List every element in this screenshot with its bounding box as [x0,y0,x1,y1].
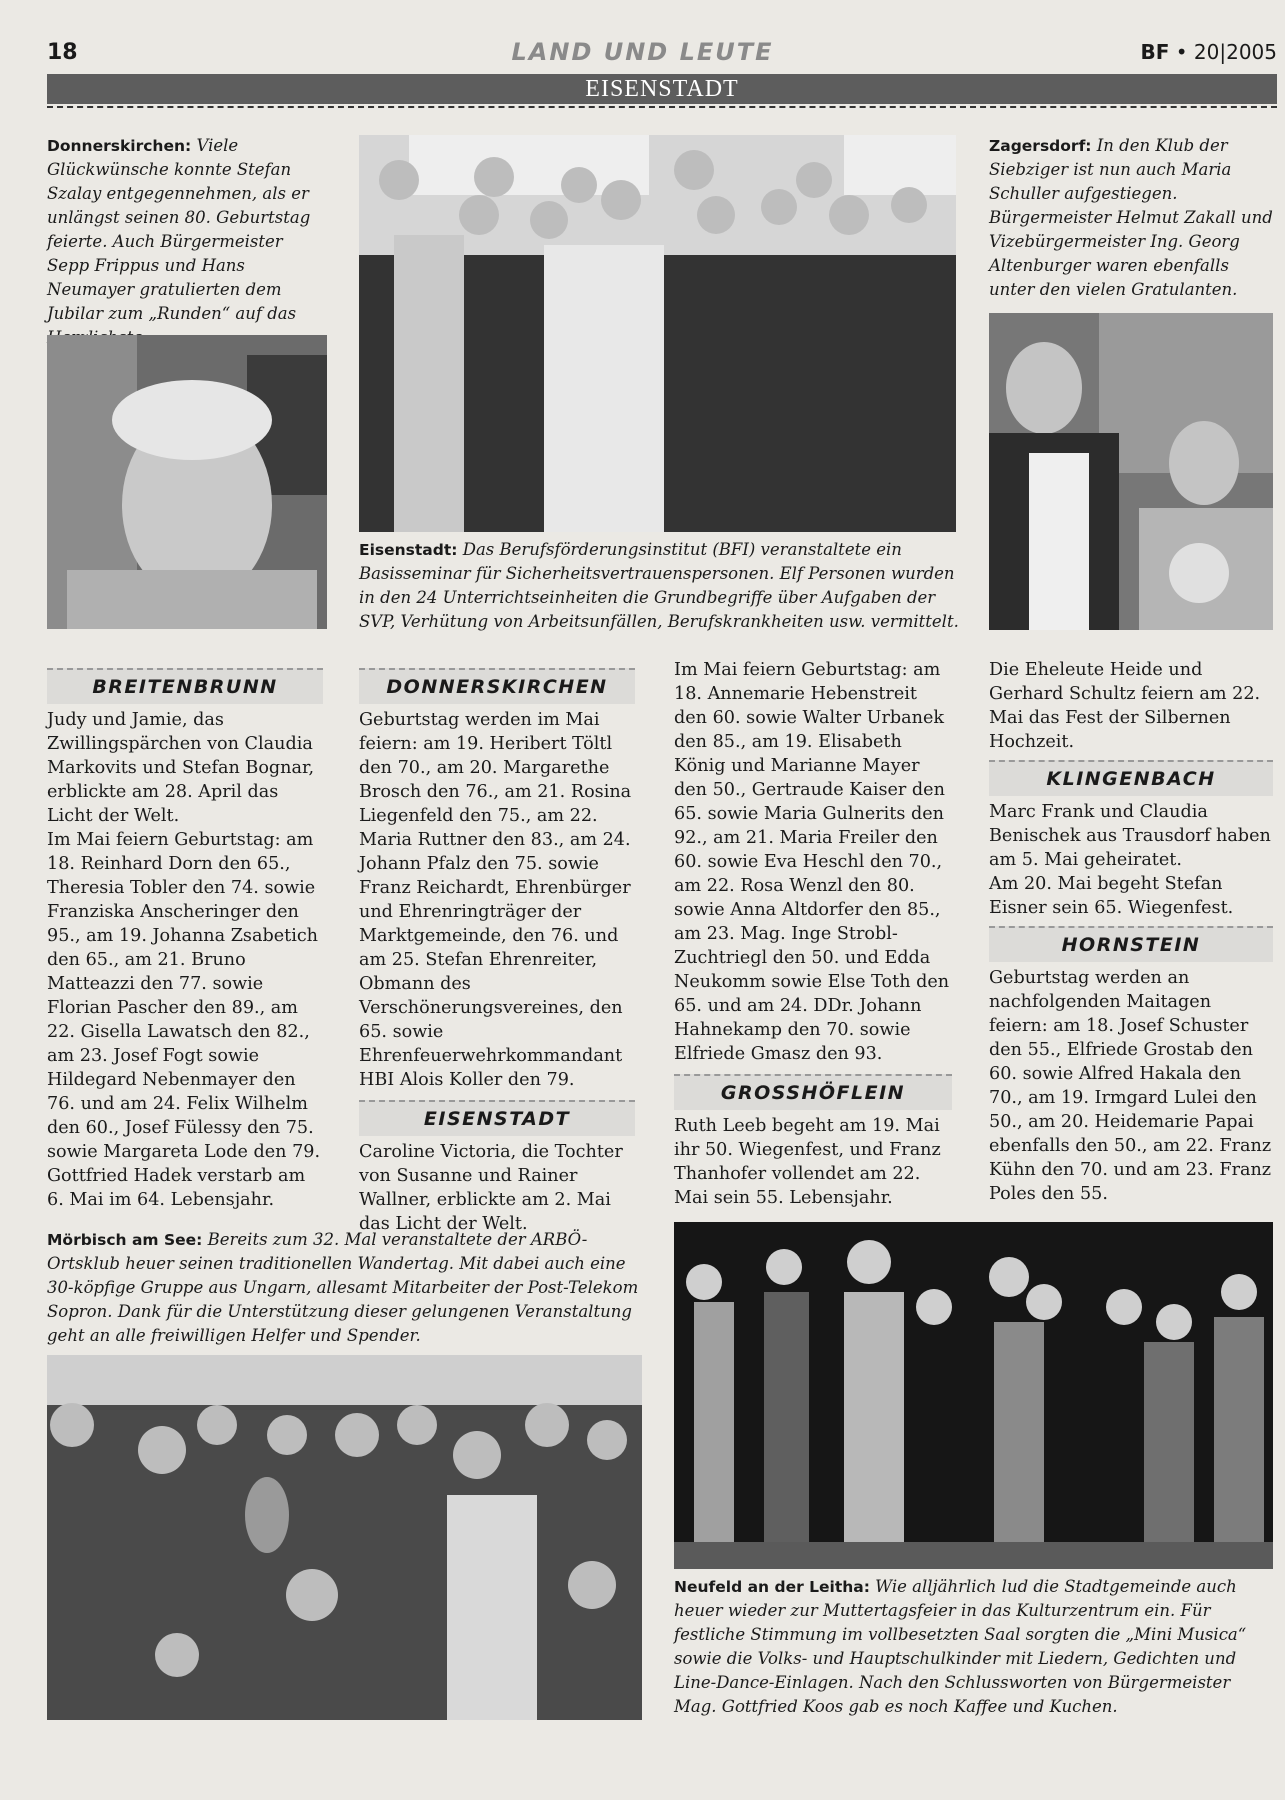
portrait-illustration [47,335,327,629]
photo-maria-schuller [989,313,1273,630]
photo-muttertagsfeier [674,1222,1273,1569]
section-banner [47,74,1277,104]
caption-text: In den Klub der Siebziger ist nun auch Maria Schuller aufgestiegen. Bürgermeister Helmut Zakall und Vizebürgermeister Ing. Georg Altenburger waren ebenfalls unter den vielen Gratulanten. [989,136,1273,299]
caption-text: Viele Glückwünsche konnte Stefan Szalay entgegennehmen, als er unlängst seinen 80. Geburtstag feierte. Auch Bürgermeister Sepp Frippus und Hans Neumayer gratulierten dem Jubilar zum „Runden“ auf das [47,136,311,323]
caption-text: Wie alljährlich lud die Stadtgemeinde auch heuer wieder zur Muttertagsfeier in das Kulturzentrum ein. Für festliche Stimmung im vollbesetzten Saal sorgten die „Mini Musica“ sowie die Volks- und Hauptschulkinder mit Liedern, Gedichten und Line-Dance-Einlagen. Nach den Schlussworten von Bürgermeister Mag. Gottfried Koos gab es noch Kaffee und Kuchen. [674,1577,1247,1716]
caption-place: Donnerskirchen: [47,137,192,155]
group-illustration [359,135,956,532]
heading-hornstein: HORNSTEIN [989,926,1273,962]
column-4 [989,658,1273,1206]
photo-stefan-szalay [47,335,327,629]
column-donnerskirchen [359,668,635,1236]
caption-moerbisch [47,1228,642,1348]
caption-place: Eisenstadt: [359,541,458,559]
paragraph: Im Mai feiern Geburtstag: am 18. Reinhard Dorn den 65., Theresia Tobler den 74. sowie Franziska Anscheringer den 95., am 19. Johanna Zsabetich den 65., am 21. Bruno Matteazzi den 77. sowie Florian Pascher den 89., am 22. Gisella Lawatsch den 82., am 23. Josef Fogt sowie Hildegard Nebenmayer den 76. und am 24. Felix Wilhelm den 60., Josef Fülessy den 75. sowie Margareta Lode den 79. [47,830,321,1162]
paragraph: Gottfried Hadek verstarb am 6. Mai im 64. Lebensjahr. [47,1166,306,1210]
crowd-illustration [47,1355,642,1720]
page-number: 18 [47,40,78,65]
heading-eisenstadt: EISENSTADT [359,1100,635,1136]
photo-bfi-group [359,135,956,532]
issue-info: BF • 20|2005 [1140,40,1277,64]
paragraph: Geburtstag werden an nachfolgenden Maitagen feiern: am 18. Josef Schuster den 55., Elfriede Grostab den 60. sowie Alfred Hakala den 70., am 19. Irmgard Lulei den 50., am 20. Heidemarie Papai ebenfalls den 50., am 22. Franz Kühn den 70. und am 23. Franz Poles den 55. [989,968,1272,1204]
paragraph: Die Eheleute Heide und Gerhard Schultz feiern am 22. Mai das Fest der Silbernen Hochzeit. [989,660,1261,752]
caption-donnerskirchen [47,134,327,350]
caption-neufeld [674,1575,1273,1719]
caption-text: Das Berufsförderungsinstitut (BFI) veranstaltete ein Basisseminar für Sicherheitsvertrauenspersonen. Elf Personen wurden in den 24 Unterrichtseinheiten die Grundbegriffe über Aufgaben der SVP, Verhütung von Arbeitsunfällen, Berufskrankheiten usw. vermittelt. [359,540,959,631]
header-divider [47,106,1277,108]
caption-zagersdorf [989,134,1273,302]
caption-eisenstadt [359,538,959,634]
caption-place: Zagersdorf: [989,137,1092,155]
paragraph: Caroline Victoria, die Tochter von Susanne und Rainer Wallner, erblickte am 2. Mai das Licht der Welt. [359,1142,623,1234]
banner-label: EISENSTADT [585,76,739,102]
heading-klingenbach: KLINGENBACH [989,760,1273,796]
heading-grosshoeflein: GROSSHÖFLEIN [674,1074,952,1110]
paragraph: Judy und Jamie, das Zwillingspärchen von Claudia Markovits und Stefan Bognar, erblickte am 28. April das Licht der Welt. [47,710,315,826]
paragraph: Geburtstag werden im Mai feiern: am 19. Heribert Töltl den 70., am 20. Margarethe Brosch den 76., am 21. Rosina Liegenfeld den 75., am 22. Maria Ruttner den 83., am 24. Johann Pfalz den 75. sowie Franz Reichardt, Ehrenbürger und Ehrenringträger der Marktgemeinde, den 76. und am 25. Stefan Ehrenreiter, Obmann des Verschönerungsvereines, den 65. sowie Ehrenfeuerwehrkommandant HBI Alois Koller den 79. [359,710,632,1090]
photo-wandertag [47,1355,642,1720]
heading-donnerskirchen: DONNERSKIRCHEN [359,668,635,704]
issue-year: 2005 [1226,40,1277,64]
section-title: LAND UND LEUTE [511,38,774,66]
issue-separator: • [1175,40,1188,64]
paragraph: Marc Frank und Claudia Benischek aus Trausdorf haben am 5. Mai geheiratet. [989,802,1271,870]
issue-brand: BF [1140,40,1170,64]
caption-place: Mörbisch am See: [47,1231,203,1249]
paragraph: Ruth Leeb begeht am 19. Mai ihr 50. Wiegenfest, und Franz Thanhofer vollendet am 22. Mai sein 55. Lebensjahr. [674,1116,941,1208]
paragraph: Im Mai feiern Geburtstag: am 18. Annemarie Hebenstreit den 60. sowie Walter Urbanek den 85., am 19. Elisabeth König und Marianne Mayer den 50., Gertraude Kaiser den 65. sowie Maria Gulnerits den 92., am 21. Maria Freiler den 60. sowie Eva Heschl den 70., am 22. Rosa Wenzl den 80. sowie Anna Altdorfer den 85., am 23. Mag. Inge Strobl-Zuchtriegl den 50. und Edda Neukomm sowie Else Toth den 65. und am 24. DDr. Johann Hahnekamp den 70. sowie Elfriede Gmasz den 93. [674,660,950,1064]
column-breitenbrunn [47,668,323,1212]
caption-text: Bereits zum 32. Mal veranstaltete der ARBÖ-Ortsklub heuer seinen traditionellen Wandertag. Mit dabei auch eine 30-köpfige Gruppe aus Ungarn, allesamt Mitarbeiter der Post-Telekom Sopron. Dank für die Unterstützung dieser gelungenen Veranstaltung geht an alle freiwilligen Helfer und Spender. [47,1230,639,1345]
column-3 [674,658,952,1210]
caption-place: Neufeld an der Leitha: [674,1578,870,1596]
stage-illustration [674,1222,1273,1569]
issue-number: 20 [1193,40,1220,64]
heading-breitenbrunn: BREITENBRUNN [47,668,323,704]
paragraph: Am 20. Mai begeht Stefan Eisner sein 65. Wiegenfest. [989,874,1234,918]
portrait-pair-illustration [989,313,1273,630]
